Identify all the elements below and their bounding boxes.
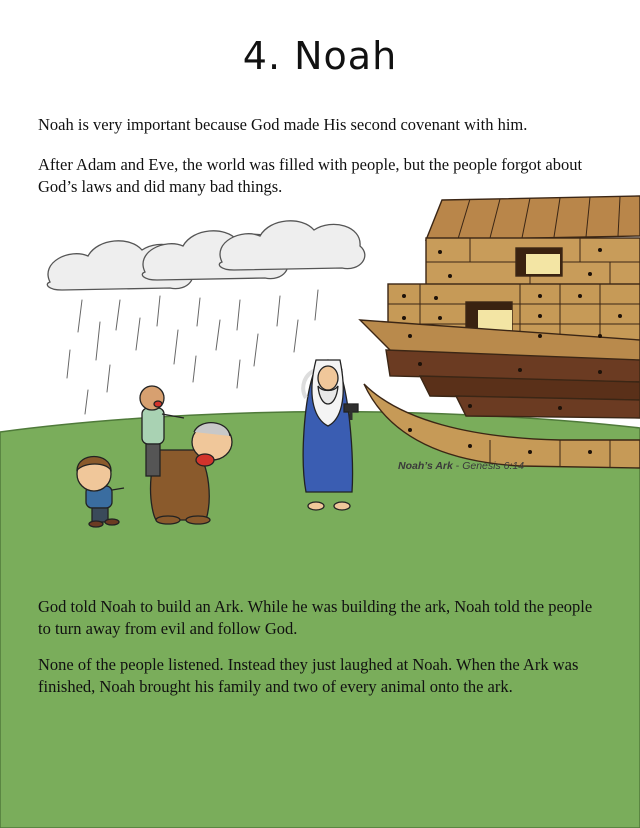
caption-name: Noah’s Ark	[398, 460, 453, 472]
noah-ark-illustration	[0, 190, 640, 828]
rain-clouds-icon	[47, 221, 365, 290]
paragraph-4: None of the people listened. Instead they just laughed at Noah. When the Ark was finished, Noah brought his family and two of every animal onto the ark.	[38, 655, 579, 696]
rain-drops	[67, 290, 318, 414]
page-title: 4. Noah	[242, 34, 398, 78]
caption-reference: Genesis 6:14	[462, 460, 525, 472]
caption-separator: -	[452, 460, 463, 472]
illustration-caption	[398, 460, 524, 472]
paragraph-2: After Adam and Eve, the world was filled with people, but the people forgot about God’s laws and did many bad things.	[38, 155, 583, 196]
paragraph-1: Noah is very important because God made His second covenant with him.	[38, 115, 528, 134]
noah-figure	[303, 360, 358, 510]
paragraph-3: God told Noah to build an Ark. While he was building the ark, Noah told the people to turn away from evil and follow God.	[38, 597, 593, 638]
